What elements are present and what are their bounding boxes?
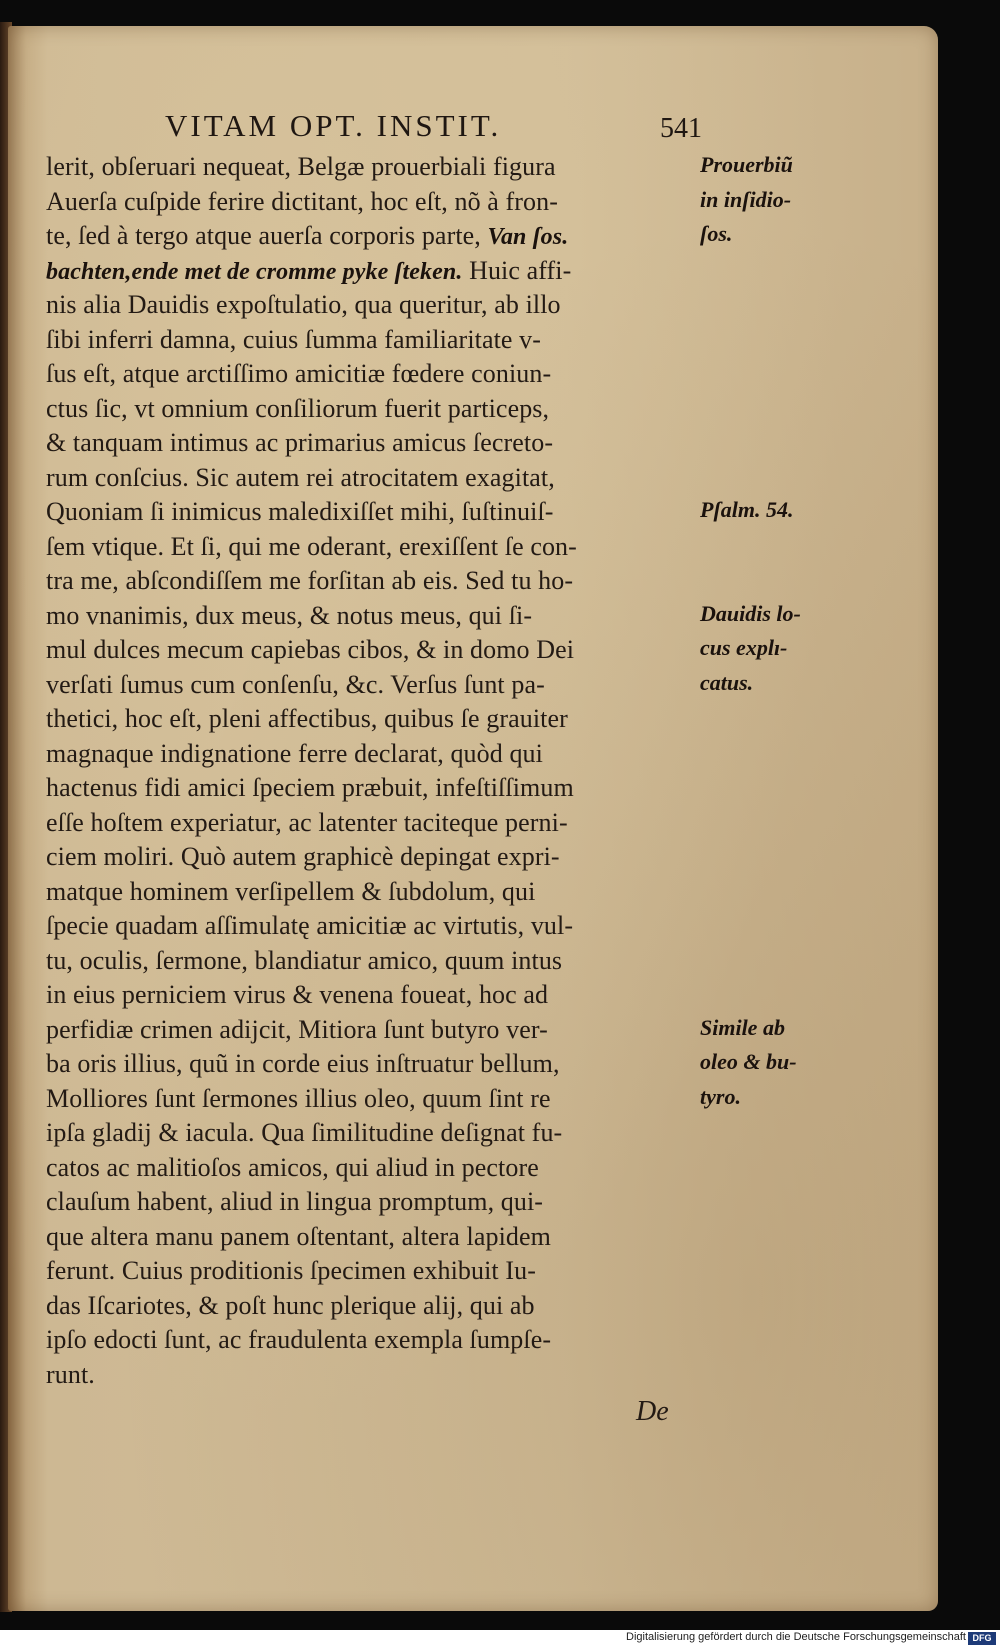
line-text: perfidiæ crimen adijcit, Mitiora ſunt butyro ver- <box>46 1014 548 1044</box>
text-line <box>46 495 696 530</box>
body-text <box>46 150 696 1392</box>
text-line <box>46 1151 696 1186</box>
margin-note: in inſidio- <box>700 186 792 212</box>
line-text: tu, oculis, ſermone, blandiatur amico, quum intus <box>46 945 563 975</box>
text-line <box>46 530 696 565</box>
margin-note: Dauidis lo- <box>700 600 801 626</box>
text-line <box>46 392 696 427</box>
margin-note: tyro. <box>700 1083 741 1109</box>
line-text: rum conſcius. Sic autem rei atrocitatem exagitat, <box>46 462 555 492</box>
line-text: lerit, obſeruari nequeat, Belgæ prouerbiali figura <box>46 152 556 181</box>
text-line <box>46 1082 696 1117</box>
line-text: Quoniam ſi inimicus maledixiſſet mihi, ſuſtinuiſ- <box>46 497 554 526</box>
text-line <box>46 909 696 944</box>
text-line <box>46 668 696 703</box>
margin-note: Prouerbiũ <box>700 152 793 177</box>
dutch-phrase: bachten,ende met de cromme pyke ſteken. <box>46 258 463 285</box>
page-number: 541 <box>660 113 702 144</box>
line-text: ſem vtique. Et ſi, qui me oderant, erexiſſent ſe con- <box>46 531 577 561</box>
line-text: nis alia Dauidis expoſtulatio, qua queritur, ab illo <box>46 290 561 319</box>
line-text: & tanquam intimus ac primarius amicus ſecreto- <box>46 428 554 457</box>
margin-note: Simile ab <box>700 1014 785 1040</box>
text-line <box>46 702 696 737</box>
text-line <box>46 840 696 875</box>
text-line <box>46 254 696 289</box>
line-text: tra me, abſcondiſſem me forſitan ab eis. Sed tu ho- <box>46 566 574 595</box>
text-line <box>46 633 696 668</box>
line-text: Auerſa cuſpide ferire dictitant, hoc eſt, nõ à fron- <box>46 186 558 216</box>
line-text: hactenus fidi amici ſpeciem præbuit, infeſtiſſimum <box>46 773 574 802</box>
line-text: mul dulces mecum capiebas cibos, & in domo Dei <box>46 635 575 664</box>
line-text: ſus eſt, atque arctiſſimo amicitiæ fœdere coniun- <box>46 359 552 388</box>
text-line <box>46 288 696 323</box>
margin-note: ſos. <box>700 221 733 246</box>
line-text: ciem moliri. Quò autem graphicè depingat expri- <box>46 842 560 871</box>
text-line <box>46 150 696 185</box>
line-text: verſati ſumus cum conſenſu, &c. Verſus ſunt pa- <box>46 669 545 699</box>
text-line <box>46 1013 696 1048</box>
line-text: Molliores ſunt ſermones illius oleo, quum ſint re <box>46 1083 551 1113</box>
line-text: ferunt. Cuius proditionis ſpecimen exhibuit Iu- <box>46 1256 536 1285</box>
line-text: clauſum habent, aliud in lingua promptum, qui- <box>46 1187 544 1216</box>
line-text-continued: Huic affi- <box>462 255 572 285</box>
text-line <box>46 1254 696 1289</box>
line-text: runt. <box>46 1359 95 1389</box>
text-line <box>46 323 696 358</box>
text-line <box>46 944 696 979</box>
text-line <box>46 357 696 392</box>
line-text: eſſe hoſtem experiatur, ac latenter taciteque perni- <box>46 807 568 837</box>
line-text: das Iſcariotes, & poſt hunc plerique alij, qui ab <box>46 1290 535 1320</box>
digitization-credit: Digitalisierung gefördert durch die Deutsche Forschungsgemeinschaft <box>626 1631 966 1643</box>
text-line <box>46 599 696 634</box>
text-line <box>46 806 696 841</box>
line-text: thetici, hoc eſt, pleni affectibus, quibus ſe grauiter <box>46 704 568 733</box>
text-line <box>46 1220 696 1255</box>
line-text: catos ac malitioſos amicos, qui aliud in pectore <box>46 1152 539 1182</box>
line-text: ipſa gladij & iacula. Qua ſimilitudine deſignat fu- <box>46 1118 563 1147</box>
margin-note: oleo & bu- <box>700 1049 797 1074</box>
text-line <box>46 1323 696 1358</box>
text-line <box>46 564 696 599</box>
line-text: ſpecie quadam aſſimulatę amicitiæ ac virtutis, vul- <box>46 911 574 940</box>
text-line <box>46 771 696 806</box>
text-line <box>46 875 696 910</box>
margin-note: catus. <box>700 669 754 695</box>
margin-note: cus explı- <box>700 635 788 660</box>
line-text: in eius perniciem virus & venena foueat, hoc ad <box>46 980 549 1009</box>
dutch-phrase: Van ſos. <box>487 224 569 250</box>
text-line <box>46 1047 696 1082</box>
line-text: mo vnanimis, dux meus, & notus meus, qui ſi- <box>46 600 533 630</box>
line-text: ipſo edocti ſunt, ac fraudulenta exempla ſumpſe- <box>46 1325 552 1354</box>
dfg-logo-icon: DFG <box>968 1632 996 1645</box>
line-text: ctus ſic, vt omnium conſiliorum fuerit particeps, <box>46 393 550 423</box>
text-line <box>46 1185 696 1220</box>
text-line <box>46 1116 696 1151</box>
text-line <box>46 426 696 461</box>
text-line <box>46 461 696 496</box>
text-line <box>46 219 696 254</box>
text-line <box>46 1289 696 1324</box>
margin-note: Pſalm. 54. <box>700 497 794 522</box>
line-text: ba oris illius, quũ in corde eius inſtruatur bellum, <box>46 1049 560 1078</box>
text-line <box>46 1358 696 1393</box>
text-line <box>46 185 696 220</box>
line-text: matque hominem verſipellem & ſubdolum, qui <box>46 876 536 906</box>
line-text: magnaque indignatione ferre declarat, quòd qui <box>46 738 543 768</box>
running-head: VITAM OPT. INSTIT. <box>165 108 502 143</box>
catchword: De <box>636 1396 669 1427</box>
text-line <box>46 737 696 772</box>
line-text: ſibi inferri damna, cuius ſumma familiaritate v- <box>46 324 542 354</box>
text-line <box>46 978 696 1013</box>
line-text: que altera manu panem oſtentant, altera lapidem <box>46 1221 551 1251</box>
line-text: te, ſed à tergo atque auerſa corporis parte, <box>46 221 488 250</box>
